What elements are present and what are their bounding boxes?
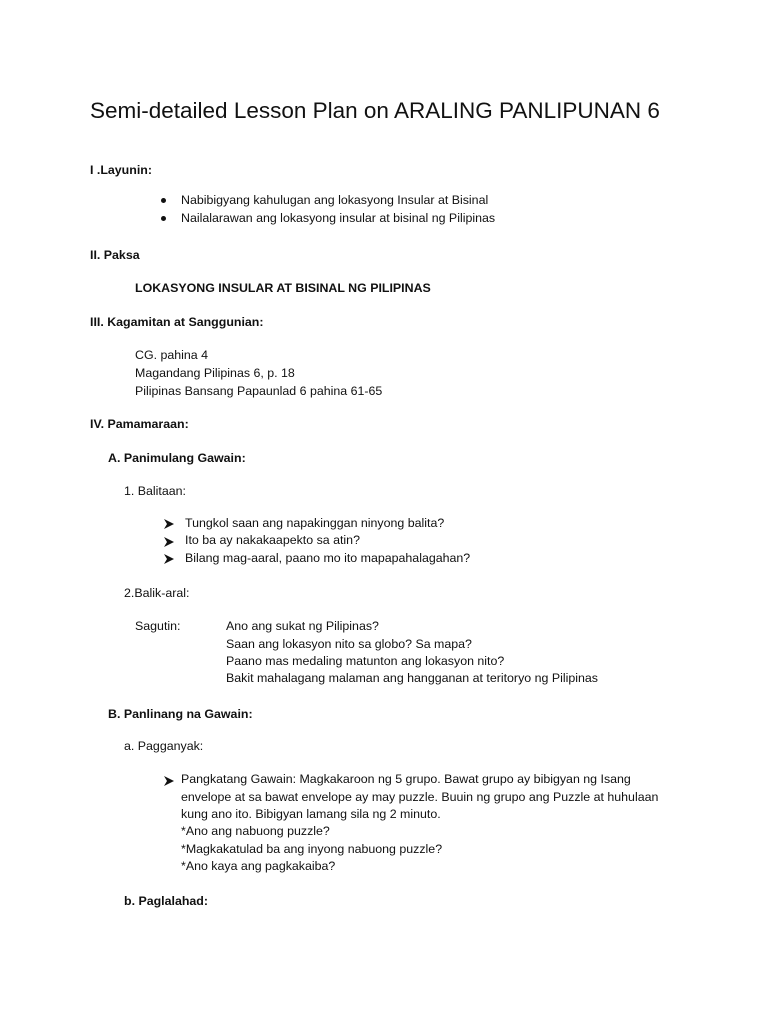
balitaan-item: Bilang mag-aaral, paano mo ito mapapahalagahan? — [185, 551, 471, 565]
kagamitan-item: CG. pahina 4 — [135, 348, 209, 362]
layunin-item: Nailalarawan ang lokasyong insular at bisinal ng Pilipinas — [181, 211, 496, 225]
paglalahad-heading: b. Paglalahad: — [124, 894, 208, 908]
arrow-bullet-icon — [163, 536, 175, 548]
pagganyak-line: kung ano ito. Bibigyan lamang sila ng 2 minuto. — [181, 807, 441, 821]
arrow-bullet-icon — [163, 518, 175, 530]
arrow-bullet-icon — [163, 775, 175, 787]
balikaral-item: Bakit mahalagang malaman ang hangganan at teritoryo ng Pilipinas — [226, 671, 598, 685]
pagganyak-line: envelope at sa bawat envelope ay may puzzle. Buuin ng grupo ang Puzzle at huhulaan — [181, 790, 659, 804]
pagganyak-heading: a. Pagganyak: — [124, 739, 204, 753]
balitaan-heading: 1. Balitaan: — [124, 484, 186, 498]
bullet-icon — [161, 198, 166, 203]
pagganyak-line: Pangkatang Gawain: Magkakaroon ng 5 grupo. Bawat grupo ay bibigyan ng Isang — [181, 772, 631, 786]
balikaral-item: Saan ang lokasyon nito sa globo? Sa mapa? — [226, 637, 472, 651]
balikaral-item: Paano mas medaling matunton ang lokasyon nito? — [226, 654, 505, 668]
layunin-item: Nabibigyang kahulugan ang lokasyong Insular at Bisinal — [181, 193, 489, 207]
kagamitan-heading: III. Kagamitan at Sanggunian: — [90, 315, 264, 329]
balitaan-item: Ito ba ay nakakaapekto sa atin? — [185, 533, 360, 547]
sagutin-label: Sagutin: — [135, 619, 181, 633]
kagamitan-item: Magandang Pilipinas 6, p. 18 — [135, 366, 295, 380]
page-title: Semi-detailed Lesson Plan on ARALING PANLIPUNAN 6 — [90, 98, 660, 123]
paksa-topic: LOKASYONG INSULAR AT BISINAL NG PILIPINAS — [135, 281, 431, 295]
pagganyak-line: *Ano kaya ang pagkakaiba? — [181, 859, 336, 873]
balitaan-item: Tungkol saan ang napakinggan ninyong balita? — [185, 516, 445, 530]
paksa-heading: II. Paksa — [90, 248, 140, 262]
pagganyak-line: *Magkakatulad ba ang inyong nabuong puzzle? — [181, 842, 443, 856]
balikaral-heading: 2.Balik-aral: — [124, 586, 190, 600]
panlinang-heading: B. Panlinang na Gawain: — [108, 707, 253, 721]
bullet-icon — [161, 216, 166, 221]
layunin-heading: I .Layunin: — [90, 163, 152, 177]
pagganyak-line: *Ano ang nabuong puzzle? — [181, 824, 330, 838]
pamamaraan-heading: IV. Pamamaraan: — [90, 417, 189, 431]
balikaral-item: Ano ang sukat ng Pilipinas? — [226, 619, 379, 633]
panimulang-heading: A. Panimulang Gawain: — [108, 451, 246, 465]
kagamitan-item: Pilipinas Bansang Papaunlad 6 pahina 61-65 — [135, 384, 383, 398]
arrow-bullet-icon — [163, 553, 175, 565]
